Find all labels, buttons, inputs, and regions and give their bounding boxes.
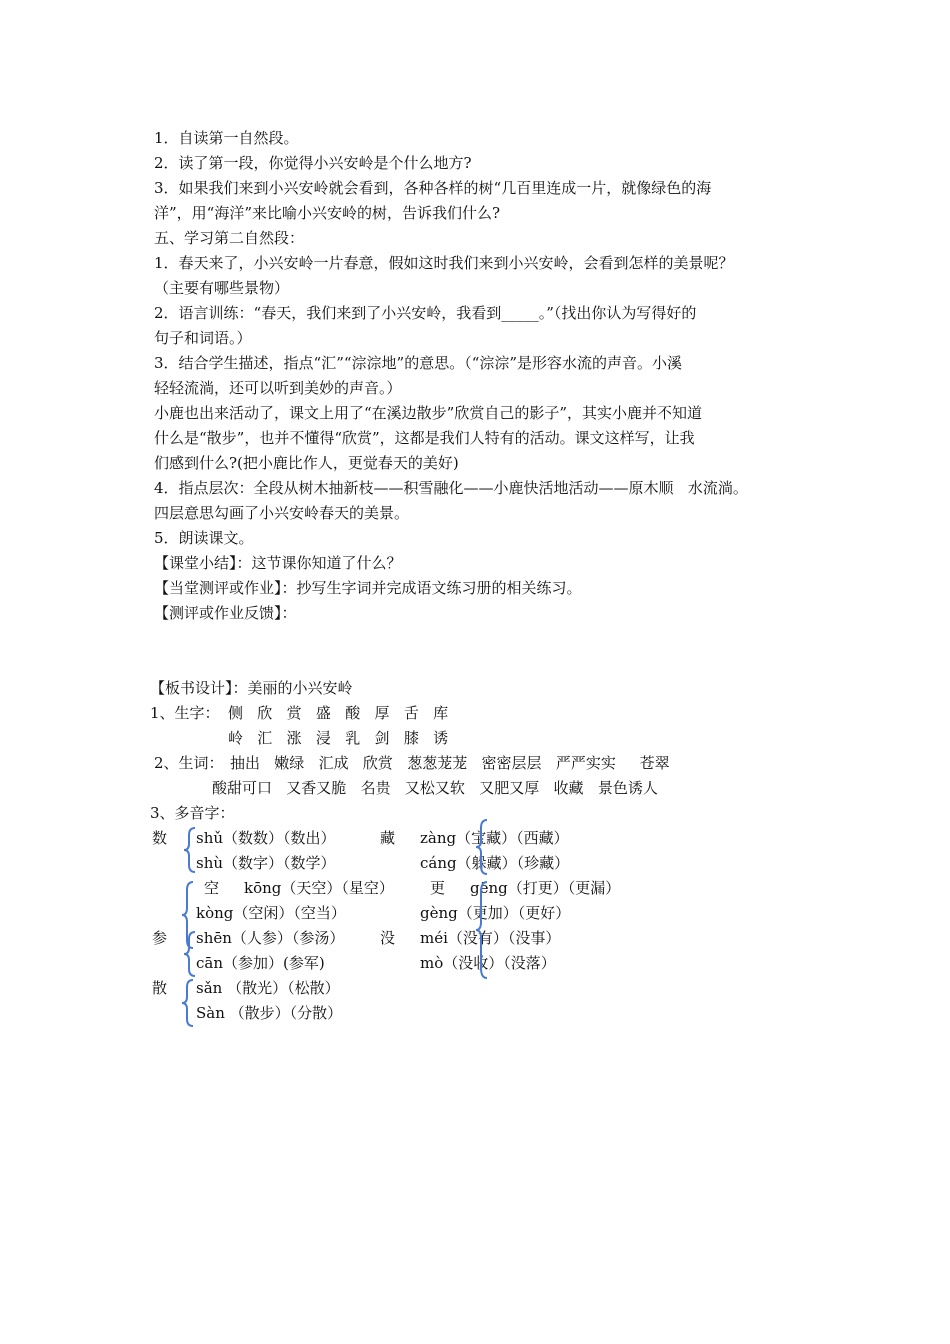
- class-summary: 【课堂小结】：这节课你知道了什么？: [154, 554, 402, 572]
- step-3-text: 3．如果我们来到小兴安岭就会看到，各种各样的树“几百里连成一片，就像绿色的海: [154, 179, 712, 197]
- poly-char-geng: 更: [430, 879, 446, 897]
- homework: 【当堂测评或作业】：抄写生字词并完成语文练习册的相关练习。: [154, 579, 582, 597]
- poly-geng-reading-1: gēng（打更）（更漏）: [470, 879, 621, 897]
- poly-geng-reading-2: gèng（更加）（更好）: [420, 904, 571, 922]
- sec5-step-4-text: 4．指点层次：全段从树木抽新枝——积雪融化——小鹿快活地活动——原木顺 水流淌。: [154, 479, 748, 497]
- chars-label: 1、生字：: [150, 704, 220, 722]
- poly-kong-reading-1: kōng（天空）（星空）: [244, 879, 394, 897]
- poly-cang-reading-2: cáng（躲藏）（珍藏）: [420, 854, 570, 872]
- poly-char-san: 散: [152, 979, 168, 997]
- poly-char-mei: 没: [380, 929, 396, 947]
- feedback: 【测评或作业反馈】：: [154, 604, 297, 622]
- sec5-step-2-text-cont: 句子和词语。）: [154, 329, 252, 347]
- poly-shu-reading-2: shù（数字）（数学）: [196, 854, 336, 872]
- poly-shu-reading-1: shǔ（数数）（数出）: [196, 829, 336, 847]
- sec5-step-3-text: 3．结合学生描述，指点“汇”“淙淙地”的意思。（“淙淙”是形容水流的声音。小溪: [154, 354, 683, 372]
- sec5-step-1-note: （主要有哪些景物）: [154, 279, 290, 297]
- poly-san-reading-2: Sàn （散步）（分散）: [196, 1004, 343, 1022]
- sec5-step-2-text: 2．语言训练：“春天，我们来到了小兴安岭，我看到_____。”（找出你认为写得好的: [154, 304, 697, 322]
- brace-san: [178, 978, 198, 1028]
- step-3-text-cont: 洋”，用“海洋”来比喻小兴安岭的树，告诉我们什么?: [154, 204, 501, 222]
- poly-char-can: 参: [152, 929, 168, 947]
- poly-char-kong: 空: [204, 879, 220, 897]
- sec5-step-5-text: 5．朗读课文。: [154, 529, 254, 547]
- poly-mei-reading-2: mò（没收）（没落）: [420, 954, 556, 972]
- poly-can-reading-2: cān（参加）(参军): [196, 954, 325, 972]
- chars-row-2: 岭 汇 涨 浸 乳 剑 膝 诱: [228, 729, 449, 747]
- step-1-text: 1．自读第一自然段。: [154, 129, 299, 147]
- words-row-2: 酸甜可口 又香又脆 名贵 又松又软 又肥又厚 收藏 景色诱人: [212, 779, 658, 797]
- poly-can-reading-1: shēn（人参）（参汤）: [196, 929, 345, 947]
- sec5-step-4-text-cont: 四层意思勾画了小兴安岭春天的美景。: [154, 504, 410, 522]
- step-2-text: 2．读了第一段，你觉得小兴安岭是个什么地方?: [154, 154, 472, 172]
- poly-kong-reading-2: kòng（空闲）（空当）: [196, 904, 346, 922]
- deer-paragraph-line-1: 小鹿也出来活动了，课文上用了“在溪边散步”欣赏自己的影子”，其实小鹿并不知道: [154, 404, 703, 422]
- brace-shu: [180, 826, 200, 874]
- poly-char-cang: 藏: [380, 829, 396, 847]
- poly-san-reading-1: sǎn （散光）（松散）: [196, 979, 340, 997]
- brace-geng-mei: [472, 880, 492, 980]
- poly-cang-reading-1: zàng（宝藏）（西藏）: [420, 829, 569, 847]
- deer-paragraph-line-2: 什么是“散步”，也并不懂得“欣赏”，这都是我们人特有的活动。课文这样写，让我: [154, 429, 695, 447]
- brace-cang: [472, 818, 492, 876]
- polyphonic-label: 3、多音字：: [150, 804, 235, 822]
- sec5-step-1-text: 1．春天来了，小兴安岭一片春意，假如这时我们来到小兴安岭，会看到怎样的美景呢？: [154, 254, 734, 272]
- words-row-1: 抽出 嫩绿 汇成 欣赏 葱葱茏茏 密密层层 严严实实 苍翠: [230, 754, 670, 772]
- poly-char-shu: 数: [152, 829, 168, 847]
- deer-paragraph-line-3: 们感到什么?(把小鹿比作人，更觉春天的美好): [154, 454, 459, 472]
- sec5-step-3-text-cont: 轻轻流淌，还可以听到美妙的声音。）: [154, 379, 402, 397]
- brace-can: [180, 930, 200, 978]
- chars-row-1: 侧 欣 赏 盛 酸 厚 舌 库: [228, 704, 449, 722]
- words-label: 2、生词：: [154, 754, 224, 772]
- board-title: 【板书设计】：美丽的小兴安岭: [150, 679, 353, 697]
- poly-mei-reading-1: méi（没有）（没事）: [420, 929, 561, 947]
- section-five-heading: 五、学习第二自然段：: [154, 229, 305, 247]
